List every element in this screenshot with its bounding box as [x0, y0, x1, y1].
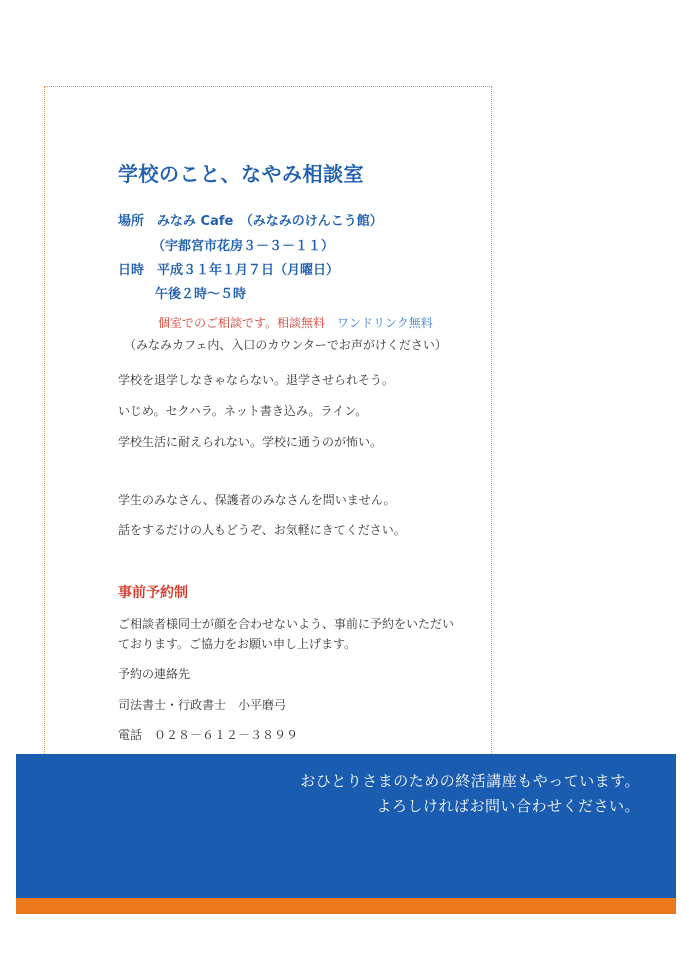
time-line: 午後２時～５時 [155, 287, 247, 302]
notice-line [158, 314, 433, 331]
contact-label: 予約の連絡先 [118, 667, 191, 681]
concern-item: いじめ。セクハラ。ネット書き込み。ライン。 [118, 404, 368, 418]
place-line: 場所 みなみ Cafe （みなみのけんこう館） [118, 214, 383, 229]
accent-bar [16, 898, 676, 914]
reservation-text: ご相談者様同士が顔を合わせないよう、事前に予約をいただい [118, 617, 455, 631]
banner-line: よろしければお問い合わせください。 [376, 797, 640, 815]
date-line: 日時 平成３１年１月７日（月曜日） [118, 263, 340, 278]
banner-line: おひとりさまのための終活講座もやっています。 [300, 772, 640, 790]
reservation-heading: 事前予約制 [118, 585, 188, 601]
welcome-line: 学生のみなさん、保護者のみなさんを問いません。 [118, 493, 396, 507]
counter-note: （みなみカフェ内、入口のカウンターでお声がけください） [124, 338, 447, 352]
address-line: （宇都宮市花房３－３－１１） [152, 239, 335, 254]
page-title: 学校のこと、なやみ相談室 [118, 162, 364, 186]
free-drink-text: ワンドリンク無料 [337, 316, 433, 330]
private-consult-text: 個室でのご相談です。相談無料 [158, 316, 326, 330]
contact-phone: 電話 ０２８－６１２－３８９９ [118, 728, 299, 742]
concern-item: 学校生活に耐えられない。学校に通うのが怖い。 [118, 435, 383, 449]
concern-item: 学校を退学しなきゃならない。退学させられそう。 [118, 373, 395, 387]
reservation-text: ております。ご協力をお願い申し上げます。 [118, 637, 357, 651]
info-banner [16, 754, 676, 898]
welcome-line: 話をするだけの人もどうぞ、お気軽にきてください。 [118, 523, 406, 537]
contact-name: 司法書士・行政書士 小平磨弓 [118, 698, 287, 712]
